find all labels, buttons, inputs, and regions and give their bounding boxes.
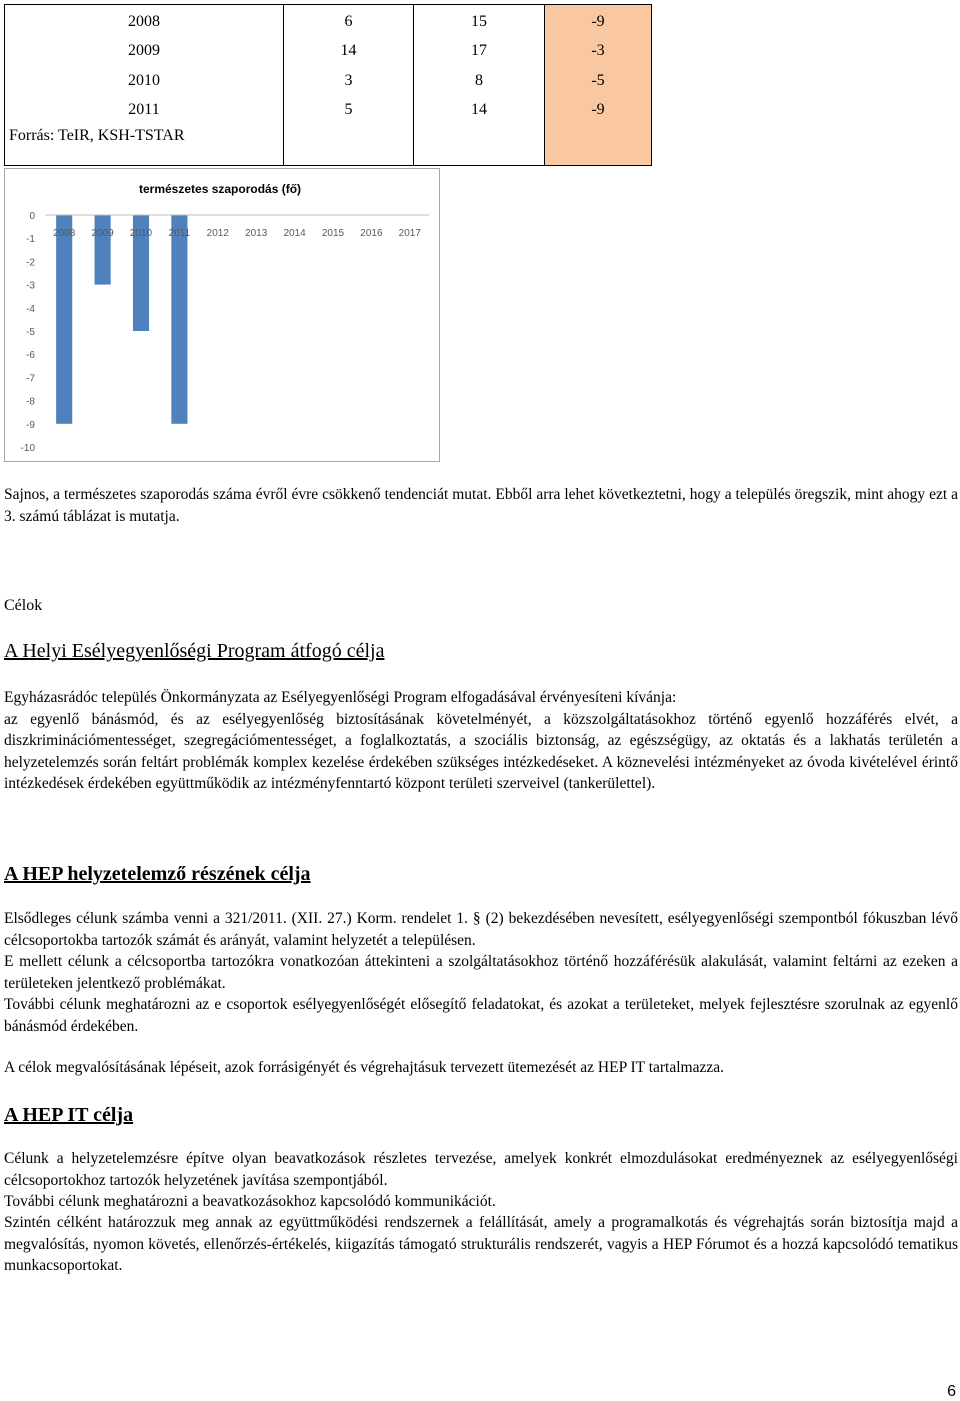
y-tick-label: -6 [26, 350, 35, 362]
table-cell-year: 2008 [128, 13, 160, 30]
bar-2011 [171, 215, 187, 424]
y-tick-label: -5 [26, 327, 35, 338]
table-source-note: Forrás: TeIR, KSH-TSTAR [9, 127, 185, 145]
births-column [284, 5, 414, 166]
chart-title: természetes szaporodás (fő) [139, 182, 302, 196]
x-tick-label: 2010 [129, 228, 153, 239]
y-tick-label: -9 [26, 419, 35, 431]
table-cell-year: 2011 [128, 100, 160, 118]
analysis-paragraph-1: Elsődleges célunk számba venni a 321/2011. (XII. 27.) Korm. rendelet 1. § (2) bekezdésében nevesített, esélyegyenlőségi szempontból fókuszban lévő célcsoportokba tartozók számát és arányát, valamint helyzetét a településen. [4, 910, 958, 949]
table-cell-births: 14 [340, 42, 357, 60]
birth-death-table [4, 4, 652, 166]
table-cell-deaths: 14 [471, 100, 487, 118]
chart-canvas [5, 169, 439, 461]
bar-2008 [56, 215, 72, 424]
y-tick-label: -8 [26, 396, 35, 408]
heading-overall-goal: A Helyi Esélyegyenlőségi Program átfogó célja [4, 640, 385, 662]
celok-label: Célok [4, 597, 43, 614]
y-tick-label: -3 [26, 280, 35, 292]
heading-situation-analysis-goal: A HEP helyzetelemző részének célja [4, 863, 311, 885]
it-goal-paragraph-3: Szintén célként határozzuk meg annak az együttműködési rendszernek a felállítását, amely a programalkotás és végrehajtás során biztosítja majd a megvalósítás, nyomon követés, ellenőrzés-értékelés, kiigazítás támogató strukturális rendszerét, vagyis a HEP Fórumot és a hozzá kapcsolódó tematikus munkacsoportokat. [4, 1214, 958, 1274]
analysis-paragraph-2: E mellett célunk a célcsoportba tartozókra vonatkozóan áttekinteni a szolgáltatásokhoz történő hozzáférésük alakulását, valamint feltárni az ezeken a területeken jelentkező problémákat. [4, 953, 958, 992]
table-cell-deaths: 17 [471, 42, 487, 60]
x-tick-label: 2017 [398, 228, 421, 239]
x-tick-label: 2016 [360, 228, 383, 239]
table-cell-deaths: 15 [471, 13, 487, 30]
table-cell-births: 6 [344, 13, 353, 30]
table-cell-diff: -9 [591, 13, 605, 30]
analysis-paragraph-4: A célok megvalósításának lépéseit, azok forrásigényét és végrehajtásuk tervezett ütemezését az HEP IT tartalmazza. [4, 1059, 725, 1076]
page-number: 6 [947, 1383, 956, 1400]
table-cell-births: 3 [344, 71, 353, 89]
table-cell-year: 2010 [128, 71, 160, 89]
intro-paragraph: Sajnos, a természetes szaporodás száma évről évre csökkenő tendenciát mutat. Ebből arra lehet következtetni, hogy a település öregszik, mint ahogy ezt a 3. számú táblázat is mutatja. [4, 486, 958, 525]
y-tick-label: -10 [20, 443, 35, 454]
x-tick-label: 2011 [168, 228, 191, 239]
y-tick-label: -7 [26, 373, 35, 385]
table-cell-deaths: 8 [475, 71, 483, 89]
y-tick-label: 0 [29, 211, 35, 222]
x-tick-label: 2015 [321, 228, 345, 239]
y-tick-label: -1 [26, 234, 35, 246]
x-tick-label: 2013 [245, 228, 268, 239]
heading-it-goal: A HEP IT célja [4, 1104, 134, 1126]
it-goal-paragraph-1: Célunk a helyzetelemzésre építve olyan beavatkozások részletes tervezése, amelyek konkrét elmozdulásokat eredményeznek az esélyegyenlőségi célcsoportokhoz tartozók helyzetének javítása szempontjából. [4, 1150, 958, 1189]
year-column [5, 5, 284, 166]
table-cell-diff: -5 [591, 71, 605, 89]
table-cell-year: 2009 [128, 42, 160, 60]
overall-goal-paragraph [4, 687, 958, 795]
y-tick-label: -2 [26, 257, 35, 269]
analysis-paragraph-3: További célunk meghatározni az e csoportok esélyegyenlőségét elősegítő feladatokat, és azokat a területeket, melyek fejlesztésre szorulnak az egyenlő bánásmód érdekében. [4, 996, 958, 1035]
x-tick-label: 2014 [283, 228, 306, 239]
bar-2009 [95, 215, 111, 285]
table-cell-diff: -3 [591, 42, 605, 60]
table-cell-births: 5 [344, 100, 353, 118]
deaths-column [414, 5, 545, 166]
table-cell-diff: -9 [591, 100, 605, 118]
difference-column [545, 5, 652, 166]
x-tick-label: 2012 [206, 228, 229, 239]
overall-goal-body: az egyenlő bánásmód, és az esélyegyenlőség biztosításának követelményét, a közszolgáltatásokhoz történő egyenlő hozzáférés elvét, a diszkriminációmentességet, szegregációmentességet, a foglalkoztatás, a szociális biztonság, az egészségügy, az oktatás és a lakhatás területén a helyzetelemzés során feltárt problémák komplex kezelése érdekében szükséges intézkedéseket. A köznevelési intézményeket az óvoda kivételével érintő intézkedések érdekében együttműködik az intézményfenntartó központ területi szerveivel (tankerülettel). [4, 710, 958, 792]
x-tick-label: 2008 [53, 228, 76, 239]
y-tick-label: -4 [26, 303, 35, 315]
overall-goal-intro: Egyházasrádóc település Önkormányzata az Esélyegyenlőségi Program elfogadásával érvényesíteni kívánja: [4, 689, 677, 706]
x-tick-label: 2009 [91, 228, 114, 239]
it-goal-paragraph-2: További célunk meghatározni a beavatkozásokhoz kapcsolódó kommunikációt. [4, 1193, 496, 1210]
natural-increase-chart [4, 168, 440, 462]
